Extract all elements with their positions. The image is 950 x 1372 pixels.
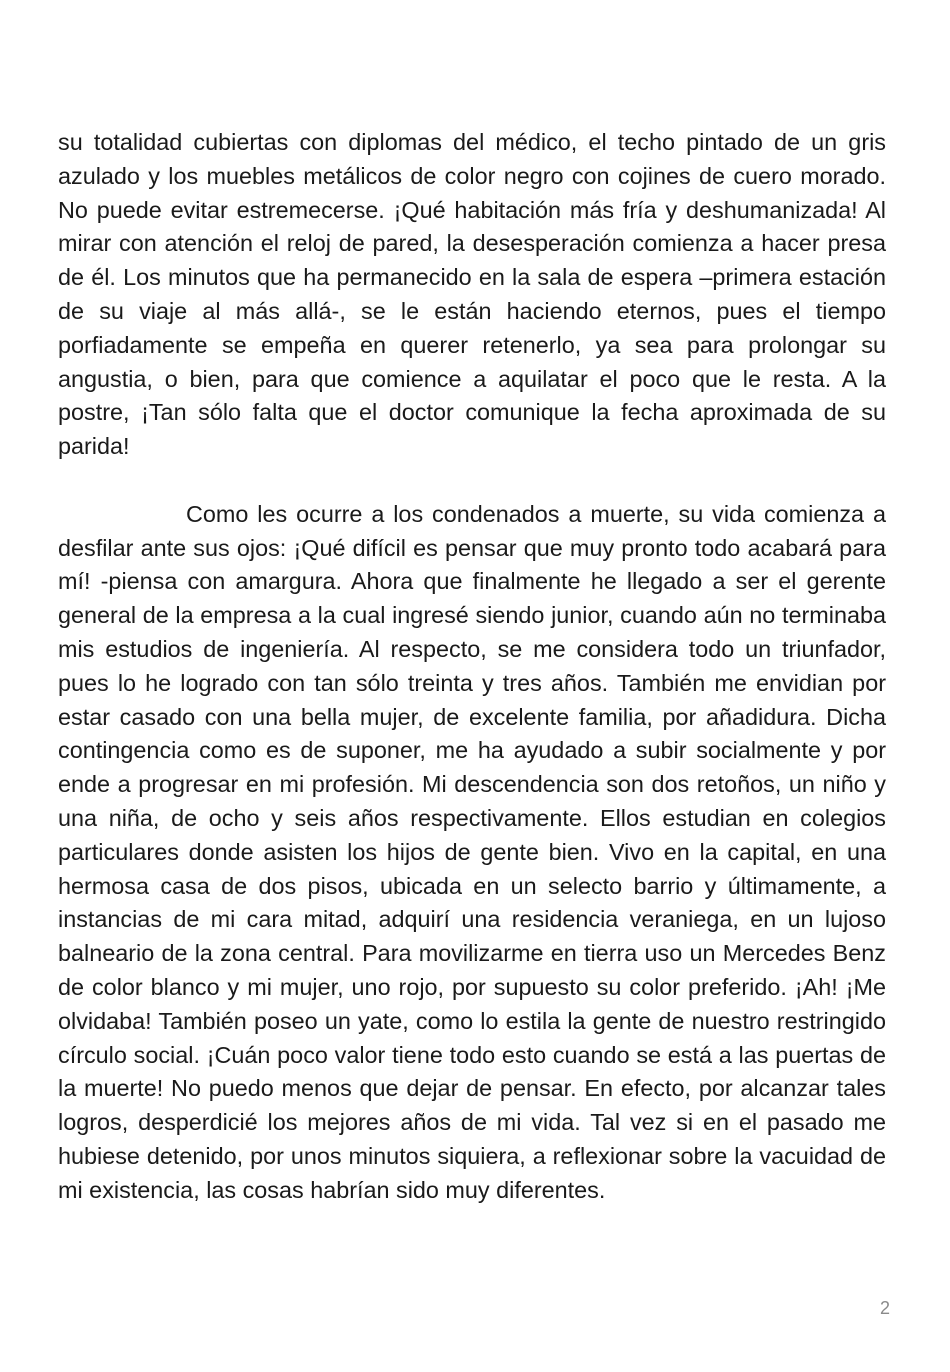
body-text (58, 126, 886, 1208)
paragraph-2: Como les ocurre a los condenados a muerte, su vida comienza a desfilar ante sus ojos: ¡Qué difícil es pensar que muy pronto todo acabará para mí! -piensa con amargura. Ahora que finalmente he llegado a ser el gerente general de la empresa a la cual ingresé siendo junior, cuando aún no terminaba mis estudios de ingeniería. Al respecto, se me considera todo un triunfador, pues lo he logrado con tan sólo treinta y tres años. También me envidian por estar casado con una bella mujer, de excelente familia, por añadidura. Dicha contingencia como es de suponer, me ha ayudado a subir socialmente y por ende a progresar en mi profesión. Mi descendencia son dos retoños, un niño y una niña, de ocho y seis años respectivamente. Ellos estudian en colegios particulares donde asisten los hijos de gente bien. Vivo en la capital, en una hermosa casa de dos pisos, ubicada en un selecto barrio y últimamente, a instancias de mi cara mitad, adquirí una residencia veraniega, en un lujoso balneario de la zona central. Para movilizarme en tierra uso un Mercedes Benz de color blanco y mi mujer, uno rojo, por supuesto su color preferido. ¡Ah! ¡Me olvidaba! También poseo un yate, como lo estila la gente de nuestro restringido círculo social. ¡Cuán poco valor tiene todo esto cuando se está a las puertas de la muerte! No puedo menos que dejar de pensar. En efecto, por alcanzar tales logros, desperdicié los mejores años de mi vida. Tal vez si en el pasado me hubiese detenido, por unos minutos siquiera, a reflexionar sobre la vacuidad de mi existencia, las cosas habrían sido muy diferentes. (58, 500, 886, 1203)
page-number: 2 (879, 1298, 890, 1318)
paragraph-1: su totalidad cubiertas con diplomas del médico, el techo pintado de un gris azulado y los muebles metálicos de color negro con cojines de cuero morado. No puede evitar estremecerse. ¡Qué habitación más fría y deshumanizada! Al mirar con atención el reloj de pared, la desesperación comienza a hacer presa de él. Los minutos que ha permanecido en la sala de espera –primera estación de su viaje al más allá-, se le están haciendo eternos, pues el tiempo porfiadamente se empeña en querer retenerlo, ya sea para prolongar su angustia, o bien, para que comience a aquilatar el poco que le resta. A la postre, ¡Tan sólo falta que el doctor comunique la fecha aproximada de su parida! (58, 129, 886, 460)
